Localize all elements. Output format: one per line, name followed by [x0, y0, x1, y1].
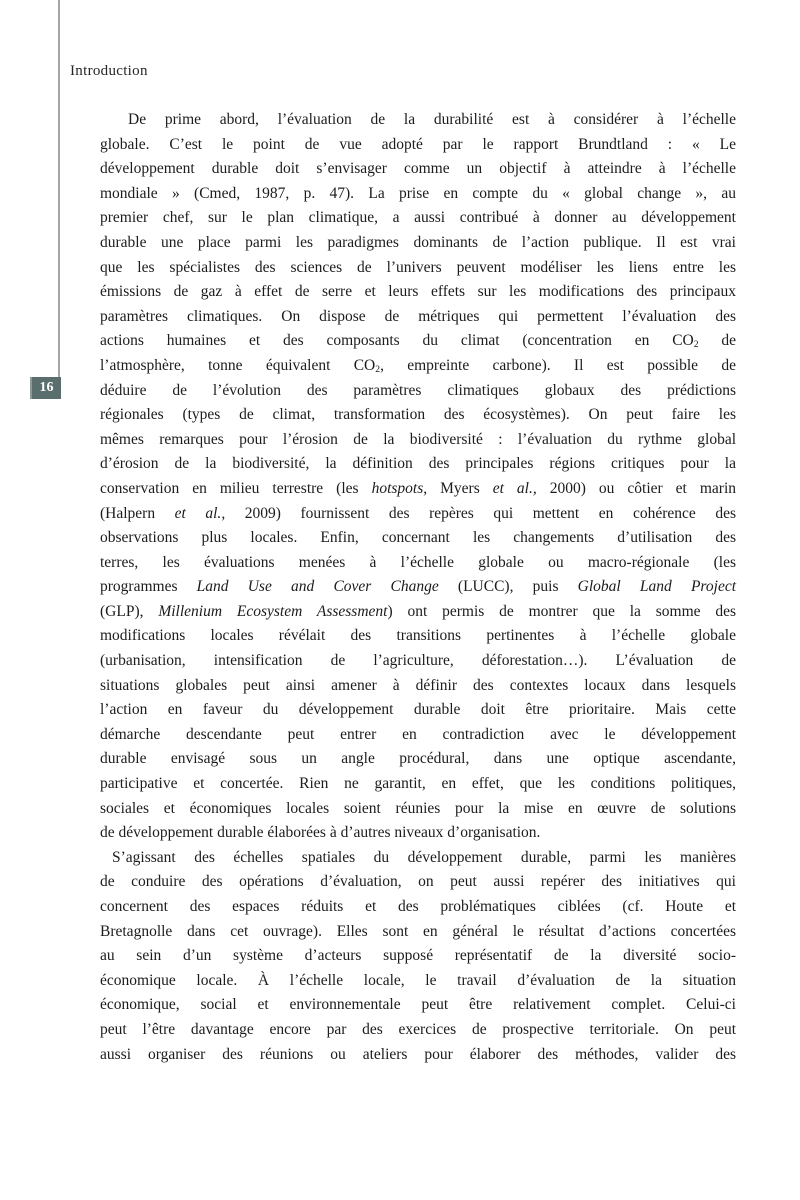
- text-line: [100, 624, 736, 649]
- text-segment: de développement durable élaborées à d’autres niveaux d’organisation.: [100, 824, 541, 842]
- text-segment: que les spécialistes des sciences de l’univers peuvent modéliser les liens entre les: [100, 258, 736, 276]
- text-segment: d’érosion de la biodiversité, la définition des principales régions critiques pour la: [100, 455, 736, 473]
- text-segment: déduire de l’évolution des paramètres climatiques globaux des prédictions: [100, 381, 736, 399]
- text-line: [100, 206, 736, 231]
- text-line: [100, 452, 736, 477]
- text-line: [100, 428, 736, 453]
- text-line: [100, 1043, 736, 1068]
- text-segment: S’agissant des échelles spatiales du développement durable, parmi les manières: [112, 848, 736, 866]
- text-segment: ) ont permis de montrer que la somme des: [387, 602, 737, 620]
- text-segment: économique, social et environnementale peut être relativement complet. Celui-ci: [100, 996, 736, 1014]
- text-segment: l’atmosphère, tonne équivalent CO: [100, 356, 376, 374]
- text-segment: participative et concertée. Rien ne garantit, en effet, que les conditions politiques,: [100, 775, 736, 793]
- text-line: [100, 182, 736, 207]
- italic-text: Global Land Project: [577, 578, 737, 596]
- text-segment: , 2009) fournissent des repères qui mettent en cohérence des: [221, 504, 736, 522]
- text-line: [100, 477, 736, 502]
- text-segment: mêmes remarques pour l’érosion de la biodiversité : l’évaluation du rythme global: [100, 430, 736, 448]
- text-segment: De prime abord, l’évaluation de la durabilité est à considérer à l’échelle: [128, 111, 736, 128]
- text-segment: développement durable doit s’envisager comme un objectif à atteindre à l’échelle: [100, 160, 736, 178]
- text-segment: peut l’être davantage encore par des exercices de prospective territoriale. On peut: [100, 1020, 736, 1038]
- text-line: [100, 231, 736, 256]
- text-segment: aussi organiser des réunions ou ateliers pour élaborer des méthodes, valider des: [100, 1045, 736, 1063]
- text-line: [100, 920, 736, 945]
- text-segment: régionales (types de climat, transformation des écosystèmes). On peut faire les: [100, 406, 736, 424]
- text-segment: observations plus locales. Enfin, concernant les changements d’utilisation des: [100, 529, 736, 547]
- subscript-text: 2: [375, 364, 381, 376]
- italic-text: hotspots: [371, 479, 424, 497]
- text-segment: globale. C’est le point de vue adopté par le rapport Brundtland : « Le: [100, 135, 736, 153]
- text-segment: terres, les évaluations menées à l’échelle globale ou macro-régionale (les: [100, 553, 736, 571]
- text-line: [100, 895, 736, 920]
- text-line: [100, 256, 736, 281]
- text-line: [100, 969, 736, 994]
- text-line: [100, 575, 736, 600]
- text-line: [100, 747, 736, 772]
- text-line: [100, 329, 736, 354]
- running-header: Introduction: [70, 63, 148, 79]
- text-line: [100, 157, 736, 182]
- italic-text: Millenium Ecosystem Assessment: [158, 602, 388, 620]
- text-line: [100, 821, 736, 846]
- text-segment: (urbanisation, intensification de l’agriculture, déforestation…). L’évaluation de: [100, 652, 736, 670]
- text-segment: situations globales peut ainsi amener à définir des contextes locaux dans lesquels: [100, 676, 736, 694]
- text-segment: actions humaines et des composants du climat (concentration en CO: [100, 332, 694, 350]
- text-line: [100, 379, 736, 404]
- text-segment: sociales et économiques locales soient réunies pour la mise en œuvre de solutions: [100, 799, 736, 817]
- text-segment: 2000) ou côtier et marin: [536, 479, 736, 497]
- text-line: [100, 133, 736, 158]
- text-segment: durable une place parmi les paradigmes dominants de l’action publique. Il est vrai: [100, 233, 736, 251]
- text-segment: conservation en milieu terrestre (les: [100, 479, 372, 497]
- text-line: [100, 797, 736, 822]
- text-line: [100, 674, 736, 699]
- text-line: [100, 649, 736, 674]
- text-segment: concernent des espaces réduits et des problématiques ciblées (cf. Houte et: [100, 898, 736, 915]
- italic-text: et al.,: [492, 479, 537, 497]
- margin-rule: [58, 0, 60, 398]
- page-number: 16: [39, 380, 54, 395]
- text-segment: (GLP),: [100, 602, 159, 620]
- text-line: [100, 526, 736, 551]
- text-segment: émissions de gaz à effet de serre et leurs effets sur les modifications des principaux: [100, 283, 736, 301]
- text-line: [100, 944, 736, 969]
- text-segment: démarche descendante peut entrer en contradiction avec le développement: [100, 725, 736, 743]
- italic-text: Land Use and Cover Change: [196, 578, 439, 596]
- text-line: [100, 600, 736, 625]
- text-line: [100, 403, 736, 428]
- text-segment: mondiale » (Cmed, 1987, p. 47). La prise en compte du « global change », au: [100, 184, 736, 202]
- text-line: [100, 502, 736, 527]
- text-line: [100, 993, 736, 1018]
- text-line: [100, 551, 736, 576]
- text-line: [100, 108, 736, 133]
- text-segment: , empreinte carbone). Il est possible de: [380, 356, 736, 374]
- text-segment: au sein d’un système d’acteurs supposé représentatif de la diversité socio-: [100, 947, 736, 965]
- text-segment: modifications locales révélait des transitions pertinentes à l’échelle globale: [100, 627, 736, 645]
- text-segment: de: [698, 332, 736, 350]
- text-segment: durable envisagé sous un angle procédural, dans une optique ascendante,: [100, 750, 736, 768]
- text-segment: paramètres climatiques. On dispose de métriques qui permettent l’évaluation des: [100, 307, 736, 325]
- text-line: [100, 305, 736, 330]
- text-line: [100, 1018, 736, 1043]
- text-segment: (LUCC), puis: [438, 578, 578, 596]
- page-number-badge: [30, 377, 61, 399]
- italic-text: et al.: [174, 504, 222, 522]
- text-segment: l’action en faveur du développement durable doit être prioritaire. Mais cette: [100, 701, 736, 719]
- text-line: [100, 772, 736, 797]
- text-segment: programmes: [100, 578, 197, 596]
- text-line: [100, 723, 736, 748]
- text-segment: économique locale. À l’échelle locale, le travail d’évaluation de la situation: [100, 971, 736, 989]
- text-line: [100, 698, 736, 723]
- text-segment: , Myers: [423, 479, 493, 497]
- text-line: [100, 846, 736, 871]
- text-line: [100, 870, 736, 895]
- text-segment: (Halpern: [100, 504, 175, 522]
- text-segment: Bretagnolle dans cet ouvrage). Elles sont en général le résultat d’actions concertées: [100, 922, 736, 940]
- paragraph-1: [100, 108, 736, 846]
- text-segment: de conduire des opérations d’évaluation, on peut aussi repérer des initiatives qui: [100, 873, 736, 891]
- text-line: [100, 280, 736, 305]
- paragraph-2: [100, 846, 736, 1067]
- text-line: [100, 354, 736, 379]
- text-segment: premier chef, sur le plan climatique, a aussi contribué à donner au développement: [100, 209, 736, 227]
- subscript-text: 2: [693, 339, 699, 351]
- body-text: [100, 108, 736, 1067]
